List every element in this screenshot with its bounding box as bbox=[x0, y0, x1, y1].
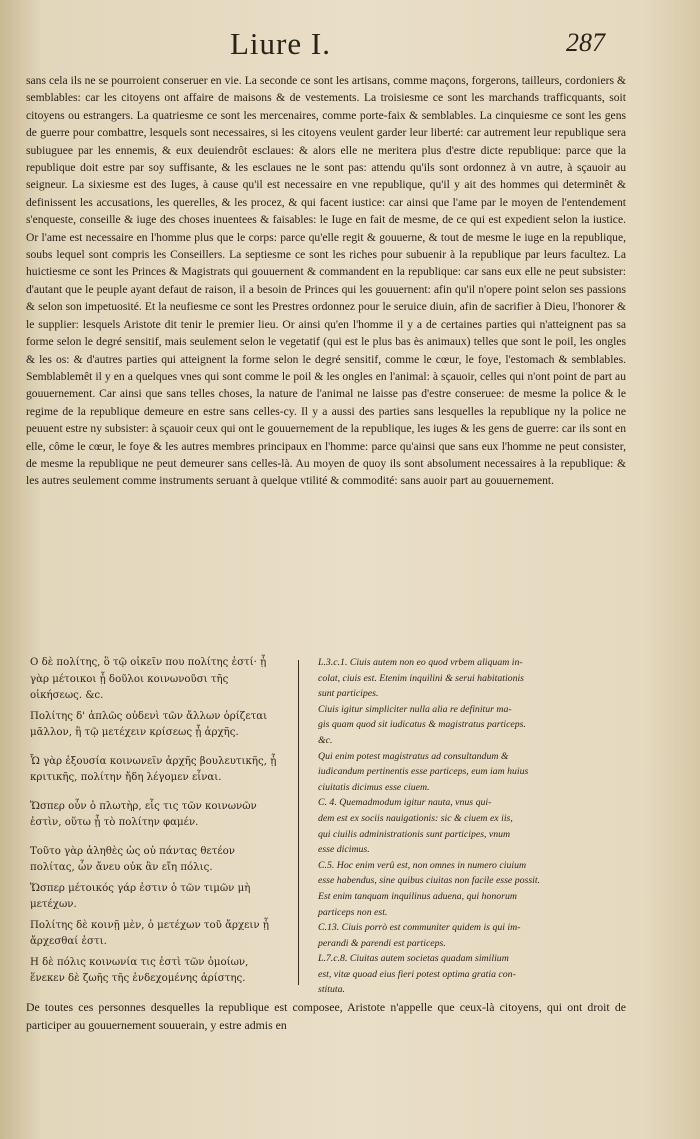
page-number: 287 bbox=[566, 28, 605, 57]
latin-note-line: iudicandum pertinentis esse particeps, eum iam huius bbox=[318, 766, 529, 778]
page-header bbox=[0, 18, 700, 64]
latin-note-line: C.13. Ciuis porrò est communiter quidem is qui im- bbox=[318, 922, 521, 934]
greek-note: Πολίτης δὲ κοινῇ μὲν, ὁ μετέχων τοῦ ἄρχειν ᾗ ἄρχεσθαί ἐστι. bbox=[30, 919, 269, 947]
greek-note: Η δὲ πόλις κοινωνία τις ἐστὶ τῶν ὁμοίων, ἕνεκεν δὲ ζωῆς τῆς ἐνδεχομένης ἀρίστης. bbox=[30, 956, 249, 984]
latin-note-line: esse dicimus. bbox=[318, 844, 370, 856]
column-divider bbox=[298, 660, 299, 985]
greek-notes-column bbox=[30, 655, 280, 985]
greek-note: Ὥσπερ οὖν ὁ πλωτὴρ, εἷς τις τῶν κοινωνῶν ἐστὶν, οὕτω ᾗ τὸ πολίτην φαμέν. bbox=[30, 800, 257, 828]
latin-note-line: &c. bbox=[318, 734, 333, 746]
latin-note-line: ciuitatis dicimus esse ciuem. bbox=[318, 781, 430, 793]
bottom-text-block: De toutes ces personnes desquelles la republique est composee, Aristote n'appelle que ceux-là citoyens, qui ont droit de participer au gouuernement souuerain, y estre admis en bbox=[26, 1000, 626, 1032]
main-text-block: sans cela ils ne se pourroient conseruer en vie. La seconde ce sont les artisans, comme maçons, forgerons, tailleurs, cordoniers & semblables: car les citoyens ont affaire de maisons & de vestements. La troisiesme ce sont les marchands trafficquants, soit citoyens ou estrangers. La quatriesme ce sont les mercenaires, comme porte-faix & semblables. La cinquiesme ce sont les gens de guerre pour combattre, lesquels sont necessaires, si les citoyens veulent garder leur liberté: car autrement leur republique sera subiuguee par les ennemis, & eux deuiendrôt esclaues: & alors elle ne meritera plus d'estre dicte republique: parce que la republique doit estre par soy suffisante, & les esclaues ne le sont pas: attendu qu'ils sont ordonnez à vn autre, à sçauoir au seigneur. La sixiesme est des Iuges, à cause qu'il est necessaire en vne republique, qu'il y ait des hommes qui determinêt & definissent les accusations, les querelles, & les procez, & qui facent iustice: car ainsi que l'ame par le moyen de l'entendement s'enqueste, conseille & iuge des choses inuentees & faisables: le Iuge en fait de mesme, de ce qui est expedient selon la iustice. Or l'ame est necessaire en l'homme plus que le corps: parce qu'elle regit & gouuerne, & tout de mesme le iuge en la republique, soubs lequel sont compris les Conseillers. La septiesme ce sont les riches pour subuenir à la republique par leurs facultez. La huictiesme ce sont les Princes & Magistrats qui gouuernent & commandent en la republique: car sans eux elle ne peut subsister: d'autant que le peuple ayant defaut de raison, il a besoin de Princes qui les gouuernent: afin qu'il n'opere point selon ses passions & selon son impetuosité. Et la neufiesme ce sont les Prestres ordonnez pour le seruice diuin, afin de sacrifier à Dieu, l'honorer & le supplier: lesquels Aristote dit tenir le premier lieu. Or ainsi qu'en l'homme il y a de certaines parties qui n'atteignent pas sa forme selon le degré sensitif, mais seulement selon le vegetatif (qui est le plus bas ès animaux) telles que sont le poil, les ongles & les os: & d'autres parties qui atteignent la forme selon le degré sensitif, comme le cœur, le foye, l'estomach & semblables. Semblablemêt il y en a quelques vnes qui sont comme le poil & les ongles en l'animal: à sçauoir, celles qui n'ont point de part au gouuernement. Car ainsi que sans telles choses, la nature de l'animal ne laisse pas d'estre conseruee: de mesme la police & le regime de la republique demeure en estre sans celles-cy. Il y a aussi des parties sans lesquelles la republique ny la police ne peuuent estre ny subsister: à sçauoir ceux qui ont le gouuernement de la republique, les iuges & les gens de guerre: car ils sont en elle, côme le cœur, le foye & les autres membres principaux en l'homme: parce qu'ainsi que sans eux l'homme ne peut consister, de mesme la republique ne peut demeurer sans celles-là. Au moyen de quoy ils sont absolument necessaires à la republique: & les autres seulement comme instruments seruant à quelque vtilité & commodité: sans auoir part au gouuernement. bbox=[26, 74, 626, 488]
latin-note-line: perandi & parendi est particeps. bbox=[318, 937, 446, 949]
latin-note-line: qui ciuilis administrationis sunt participes, vnum bbox=[318, 828, 511, 840]
greek-note: Πολίτης δ' ἁπλῶς οὐδενὶ τῶν ἄλλων ὁρίζεται μᾶλλον, ἢ τῷ μετέχειν κρίσεως ᾗ ἀρχῆς. bbox=[30, 710, 268, 738]
latin-note-line: colat, ciuis est. Etenim inquilini & serui habitationis bbox=[318, 672, 524, 684]
latin-note-line: C.5. Hoc enim verû est, non omnes in numero ciuium bbox=[318, 859, 527, 871]
latin-note-line: C. 4. Quemadmodum igitur nauta, vnus qui- bbox=[318, 797, 492, 809]
latin-note-line: sunt participes. bbox=[318, 688, 379, 700]
latin-note-line: L.3.c.1. Ciuis autem non eo quod vrbem aliquam in- bbox=[318, 657, 523, 668]
greek-note: Ὥσπερ μέτοικός γάρ ἐστιν ὁ τῶν τιμῶν μὴ μετέχων. bbox=[30, 882, 251, 910]
greek-note: Τοῦτο γὰρ ἀληθὲς ὡς οὐ πάντας θετέον πολίτας, ὧν ἄνευ οὐκ ἂν εἴη πόλις. bbox=[30, 845, 236, 873]
latin-note-line: esse habendus, sine quibus ciuitas non facile esse possit. bbox=[318, 875, 541, 887]
latin-note-line: dem est ex sociis nauigationis: sic & ciuem ex iis, bbox=[318, 812, 513, 824]
running-head: Liure I. bbox=[230, 26, 331, 61]
greek-note: Ο δὲ πολίτης, ὃ τῷ οἰκεῖν που πολίτης ἐστί· ᾗ γὰρ μέτοικοι ᾗ δοῦλοι κοινωνοῦσι τῆς οἰκήσεως. &c. bbox=[30, 657, 267, 701]
latin-note-line: stituta. bbox=[318, 984, 345, 996]
latin-note-line: Ciuis igitur simpliciter nulla alia re definitur ma- bbox=[318, 703, 512, 715]
latin-note-line: particeps non est. bbox=[318, 906, 388, 918]
latin-note-line: Est enim tanquam inquilinus aduena, qui honorum bbox=[318, 890, 517, 902]
latin-note-line: Qui enim potest magistratus ad consultandum & bbox=[318, 750, 509, 762]
latin-note-line: L.7.c.8. Ciuitas autem societas quadam similium bbox=[318, 953, 509, 965]
latin-note-line: gis quam quod sit iudicatus & magistratus particeps. bbox=[318, 719, 526, 731]
latin-notes-column bbox=[318, 655, 626, 996]
greek-note: Ὧ γὰρ ἐξουσία κοινωνεῖν ἀρχῆς βουλευτικῆς, ᾗ κριτικῆς, πολίτην ἤδη λέγομεν εἶναι. bbox=[30, 755, 277, 783]
latin-note-line: est, vitæ quoad eius fieri potest optima gratia con- bbox=[318, 968, 516, 980]
